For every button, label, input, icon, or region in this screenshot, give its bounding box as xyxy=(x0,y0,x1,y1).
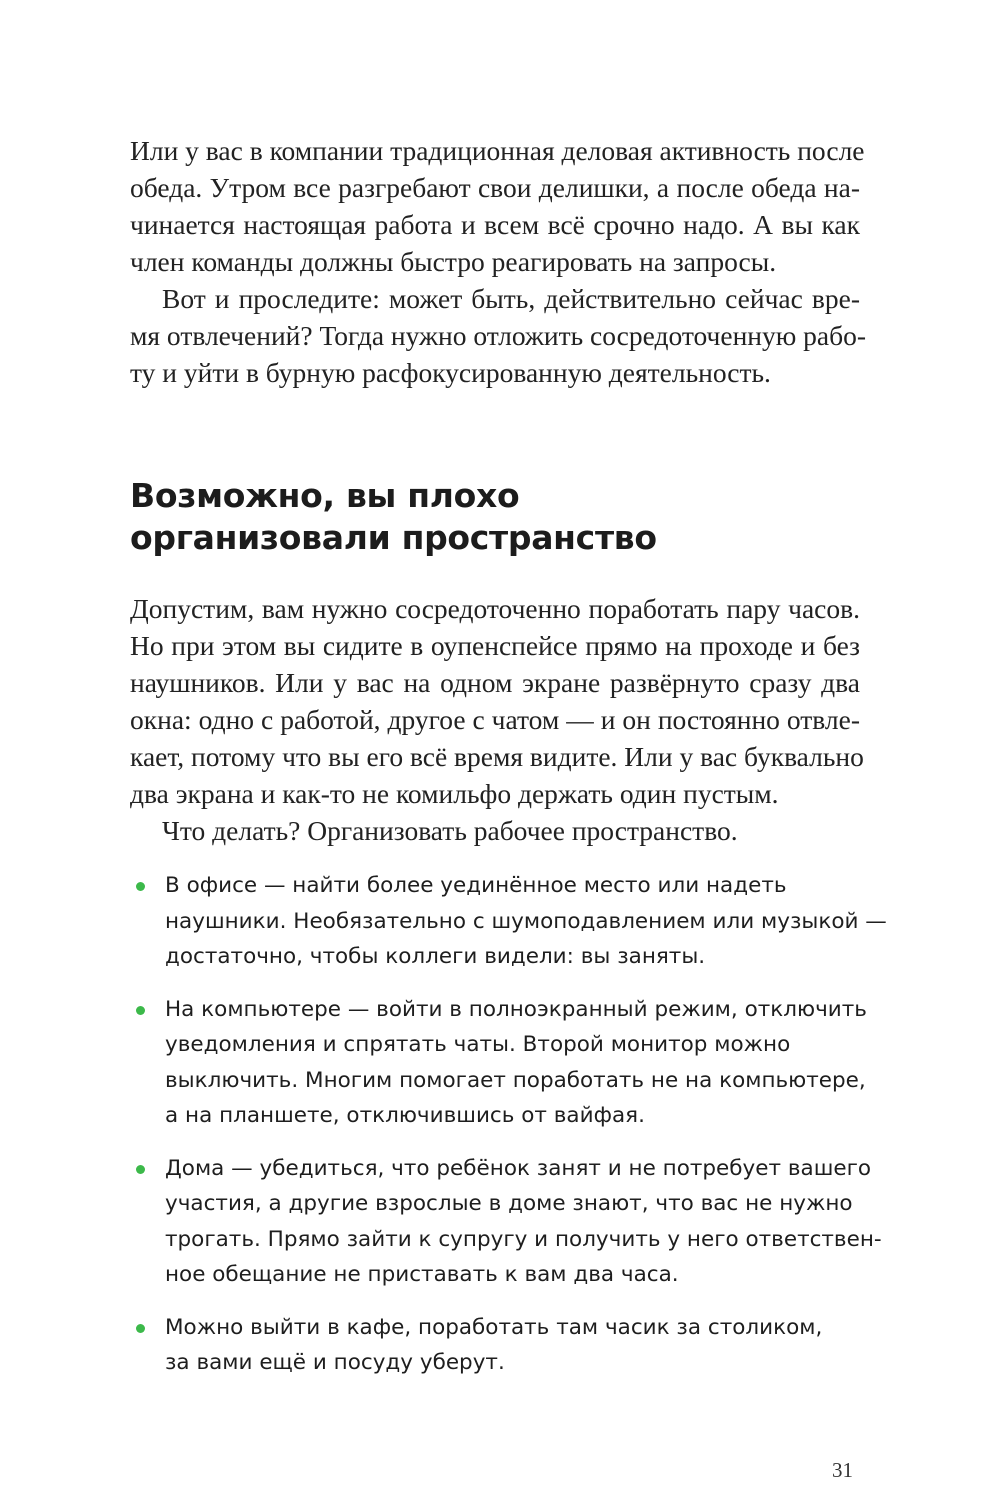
list-item-line: уведомления и спрятать чаты. Второй монитор можно xyxy=(165,1032,791,1057)
page-number: 31 xyxy=(832,1458,853,1482)
list-item-line: наушники. Необязательно с шумоподавлением или музыкой — xyxy=(165,908,887,934)
bullet-list xyxy=(130,868,887,1398)
text-line: окна: одно с работой, другое с чатом — и он постоянно отвле- xyxy=(130,704,860,735)
text-line: обеда. Утром все разгребают свои делишки, а после обеда на- xyxy=(130,172,860,203)
list-item xyxy=(130,992,867,1134)
section-heading xyxy=(130,475,860,559)
list-item-line: Можно выйти в кафе, поработать там часик за столиком, xyxy=(165,1314,823,1340)
heading-line: Возможно, вы плохо xyxy=(130,476,520,515)
list-item-line: выключить. Многим помогает поработать не на компьютере, xyxy=(165,1067,866,1093)
intro-paragraph-2 xyxy=(130,280,867,391)
text-line: наушников. Или у вас на одном экране развёрнуто сразу два xyxy=(130,667,860,698)
list-item-line: участия, а другие взрослые в доме знают, что вас не нужно xyxy=(165,1191,853,1216)
text-line: Допустим, вам нужно сосредоточенно поработать пару часов. xyxy=(130,593,860,624)
intro-paragraph-1 xyxy=(130,132,865,280)
section-text xyxy=(130,590,864,849)
list-item-line: а на планшете, отключившись от вайфая. xyxy=(165,1103,645,1128)
text-line: Или у вас в компании традиционная деловая активность после xyxy=(130,135,865,166)
list-item-line: На компьютере — войти в полноэкранный режим, отключить xyxy=(165,996,867,1022)
section-paragraph-1 xyxy=(130,590,864,812)
text-line: Что делать? Организовать рабочее пространство. xyxy=(162,815,738,846)
list-item-line: достаточно, чтобы коллеги видели: вы заняты. xyxy=(165,944,706,969)
list-item-line: трогать. Прямо зайти к супругу и получить у него ответствен- xyxy=(165,1226,882,1252)
bullet-dot-icon xyxy=(136,882,145,891)
bullet-dot-icon xyxy=(136,1324,145,1333)
text-line: кает, потому что вы его всё время видите. Или у вас буквально xyxy=(130,741,864,772)
text-line: чинается настоящая работа и всем всё срочно надо. А вы как xyxy=(130,209,860,240)
list-item xyxy=(130,868,887,975)
list-item xyxy=(130,1151,882,1293)
section-paragraph-2 xyxy=(130,812,860,849)
intro-text xyxy=(130,132,867,391)
list-item-line: за вами ещё и посуду уберут. xyxy=(165,1350,505,1375)
list-item-line: В офисе — найти более уединённое место или надеть xyxy=(165,873,787,898)
list-item xyxy=(130,1310,860,1381)
bullet-dot-icon xyxy=(136,1006,145,1015)
list-item-line: ное обещание не приставать к вам два часа. xyxy=(165,1262,679,1287)
list-item-line: Дома — убедиться, что ребёнок занят и не потребует вашего xyxy=(165,1155,872,1181)
text-line: ту и уйти в бурную расфокусированную деятельность. xyxy=(130,357,771,388)
heading-line: организовали пространство xyxy=(130,518,657,557)
text-line: мя отвлечений? Тогда нужно отложить сосредоточенную рабо- xyxy=(130,320,867,351)
text-line: Но при этом вы сидите в оупенспейсе прямо на проходе и без xyxy=(130,630,860,661)
text-line: Вот и проследите: может быть, действительно сейчас вре- xyxy=(162,283,860,314)
text-line: два экрана и как-то не комильфо держать один пустым. xyxy=(130,778,779,809)
bullet-dot-icon xyxy=(136,1165,145,1174)
text-line: член команды должны быстро реагировать на запросы. xyxy=(130,246,777,277)
